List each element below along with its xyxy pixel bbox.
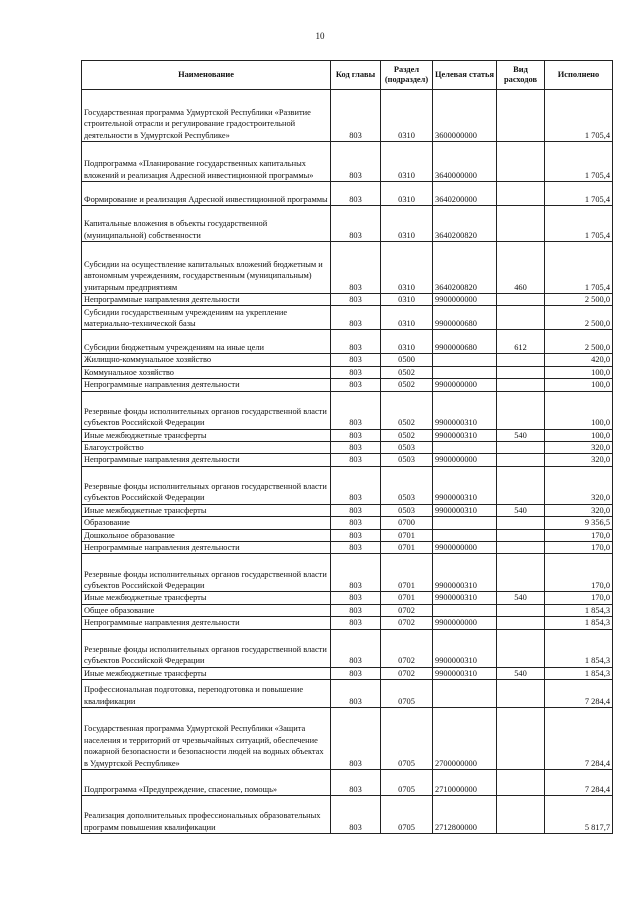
cell-target: 9900000000	[433, 617, 497, 629]
cell-section: 0702	[381, 617, 433, 629]
cell-name: Образование	[82, 517, 331, 529]
cell-amount: 1 705,4	[545, 90, 613, 142]
cell-amount: 320,0	[545, 442, 613, 454]
cell-kind	[497, 142, 545, 182]
cell-kind: 540	[497, 429, 545, 441]
cell-target: 3640000000	[433, 142, 497, 182]
cell-amount: 1 854,3	[545, 629, 613, 667]
cell-kind	[497, 354, 545, 366]
cell-kind: 540	[497, 667, 545, 679]
cell-name: Непрограммные направления деятельности	[82, 542, 331, 554]
cell-kind	[497, 542, 545, 554]
cell-name: Государственная программа Удмуртской Республики «Развитие строительной отрасли и регулирование градостроительной деятельности в Удмуртской Республике»	[82, 90, 331, 142]
table-row	[82, 680, 613, 708]
cell-target: 3600000000	[433, 90, 497, 142]
cell-code: 803	[331, 466, 381, 504]
table-row	[82, 542, 613, 554]
table-row	[82, 629, 613, 667]
table-row	[82, 504, 613, 516]
cell-target	[433, 529, 497, 541]
cell-section: 0310	[381, 142, 433, 182]
cell-amount: 1 705,4	[545, 206, 613, 242]
cell-target: 3640200820	[433, 242, 497, 294]
cell-code: 803	[331, 330, 381, 354]
cell-target: 9900000310	[433, 504, 497, 516]
cell-code: 803	[331, 379, 381, 391]
cell-amount: 320,0	[545, 504, 613, 516]
cell-target	[433, 354, 497, 366]
cell-target: 9900000000	[433, 542, 497, 554]
cell-name: Государственная программа Удмуртской Республики «Защита населения и территорий от чрезвычайных ситуаций, обеспечение пожарной безопасности и безопасности людей на водных объектах в Удмуртской Республике»	[82, 708, 331, 770]
cell-amount: 100,0	[545, 391, 613, 429]
cell-code: 803	[331, 242, 381, 294]
cell-code: 803	[331, 529, 381, 541]
table-row	[82, 182, 613, 206]
cell-kind	[497, 529, 545, 541]
table-row	[82, 554, 613, 592]
table-row	[82, 294, 613, 306]
table-header-row	[82, 61, 613, 90]
cell-code: 803	[331, 142, 381, 182]
cell-kind: 540	[497, 504, 545, 516]
cell-code: 803	[331, 366, 381, 378]
cell-code: 803	[331, 796, 381, 834]
cell-name: Жилищно-коммунальное хозяйство	[82, 354, 331, 366]
cell-code: 803	[331, 617, 381, 629]
cell-name: Подпрограмма «Планирование государственных капитальных вложений и реализация Адресной инвестиционной программы»	[82, 142, 331, 182]
cell-target: 9900000000	[433, 379, 497, 391]
cell-target: 3640200820	[433, 206, 497, 242]
cell-amount: 170,0	[545, 554, 613, 592]
cell-name: Субсидии на осуществление капитальных вложений бюджетным и автономным учреждениям, государственным (муниципальным) унитарным предприятиям	[82, 242, 331, 294]
table-row	[82, 366, 613, 378]
cell-kind: 460	[497, 242, 545, 294]
cell-kind	[497, 391, 545, 429]
cell-kind	[497, 442, 545, 454]
table-row	[82, 667, 613, 679]
cell-name: Резервные фонды исполнительных органов государственной власти субъектов Российской Федерации	[82, 391, 331, 429]
cell-kind	[497, 796, 545, 834]
cell-target	[433, 442, 497, 454]
budget-table	[81, 60, 613, 834]
cell-kind: 540	[497, 592, 545, 604]
cell-kind: 612	[497, 330, 545, 354]
cell-kind	[497, 366, 545, 378]
cell-section: 0701	[381, 529, 433, 541]
cell-code: 803	[331, 429, 381, 441]
cell-code: 803	[331, 504, 381, 516]
cell-section: 0502	[381, 391, 433, 429]
cell-section: 0310	[381, 182, 433, 206]
cell-kind	[497, 629, 545, 667]
cell-section: 0503	[381, 504, 433, 516]
cell-amount: 2 500,0	[545, 306, 613, 330]
cell-kind	[497, 379, 545, 391]
cell-kind	[497, 454, 545, 466]
cell-name: Резервные фонды исполнительных органов государственной власти субъектов Российской Федерации	[82, 554, 331, 592]
cell-target: 2712800000	[433, 796, 497, 834]
cell-name: Дошкольное образование	[82, 529, 331, 541]
cell-name: Непрограммные направления деятельности	[82, 294, 331, 306]
table-row	[82, 306, 613, 330]
cell-code: 803	[331, 604, 381, 616]
cell-kind	[497, 182, 545, 206]
table-row	[82, 770, 613, 796]
cell-target	[433, 366, 497, 378]
cell-target: 3640200000	[433, 182, 497, 206]
cell-code: 803	[331, 554, 381, 592]
table-row	[82, 242, 613, 294]
cell-section: 0701	[381, 592, 433, 604]
cell-section: 0702	[381, 667, 433, 679]
cell-amount: 7 284,4	[545, 770, 613, 796]
cell-kind	[497, 517, 545, 529]
cell-section: 0700	[381, 517, 433, 529]
cell-amount: 420,0	[545, 354, 613, 366]
cell-target	[433, 517, 497, 529]
cell-code: 803	[331, 294, 381, 306]
cell-section: 0702	[381, 629, 433, 667]
cell-kind	[497, 617, 545, 629]
cell-name: Иные межбюджетные трансферты	[82, 429, 331, 441]
cell-section: 0503	[381, 454, 433, 466]
table-row	[82, 379, 613, 391]
cell-target: 9900000310	[433, 391, 497, 429]
cell-amount: 9 356,5	[545, 517, 613, 529]
cell-amount: 1 705,4	[545, 142, 613, 182]
cell-section: 0702	[381, 604, 433, 616]
cell-code: 803	[331, 770, 381, 796]
cell-section: 0310	[381, 90, 433, 142]
cell-amount: 1 854,3	[545, 617, 613, 629]
cell-code: 803	[331, 90, 381, 142]
cell-name: Благоустройство	[82, 442, 331, 454]
cell-target: 9900000310	[433, 667, 497, 679]
cell-target: 9900000310	[433, 466, 497, 504]
cell-amount: 2 500,0	[545, 330, 613, 354]
cell-section: 0500	[381, 354, 433, 366]
cell-amount: 320,0	[545, 454, 613, 466]
cell-section: 0705	[381, 708, 433, 770]
cell-amount: 1 854,3	[545, 604, 613, 616]
table-row	[82, 592, 613, 604]
cell-name: Резервные фонды исполнительных органов государственной власти субъектов Российской Федерации	[82, 466, 331, 504]
cell-name: Коммунальное хозяйство	[82, 366, 331, 378]
cell-section: 0701	[381, 542, 433, 554]
cell-target: 2710000000	[433, 770, 497, 796]
cell-code: 803	[331, 206, 381, 242]
cell-section: 0310	[381, 306, 433, 330]
cell-code: 803	[331, 454, 381, 466]
cell-target	[433, 680, 497, 708]
table-row	[82, 142, 613, 182]
cell-section: 0502	[381, 366, 433, 378]
table-row	[82, 391, 613, 429]
cell-kind	[497, 680, 545, 708]
cell-name: Подпрограмма «Предупреждение, спасение, помощь»	[82, 770, 331, 796]
cell-name: Общее образование	[82, 604, 331, 616]
header-kind: Вид расходов	[497, 61, 545, 90]
cell-section: 0310	[381, 330, 433, 354]
cell-name: Формирование и реализация Адресной инвестиционной программы	[82, 182, 331, 206]
cell-amount: 100,0	[545, 379, 613, 391]
table-row	[82, 796, 613, 834]
cell-amount: 5 817,7	[545, 796, 613, 834]
header-code: Код главы	[331, 61, 381, 90]
cell-target: 9900000680	[433, 306, 497, 330]
cell-kind	[497, 294, 545, 306]
table-row	[82, 708, 613, 770]
cell-target: 9900000680	[433, 330, 497, 354]
cell-kind	[497, 604, 545, 616]
cell-amount: 1 854,3	[545, 667, 613, 679]
header-name: Наименование	[82, 61, 331, 90]
cell-name: Капитальные вложения в объекты государственной (муниципальной) собственности	[82, 206, 331, 242]
header-done: Исполнено	[545, 61, 613, 90]
cell-kind	[497, 206, 545, 242]
cell-kind	[497, 466, 545, 504]
cell-name: Непрограммные направления деятельности	[82, 379, 331, 391]
table-row	[82, 454, 613, 466]
cell-amount: 320,0	[545, 466, 613, 504]
cell-amount: 7 284,4	[545, 680, 613, 708]
cell-kind	[497, 90, 545, 142]
cell-code: 803	[331, 667, 381, 679]
table-row	[82, 517, 613, 529]
cell-kind	[497, 554, 545, 592]
cell-code: 803	[331, 391, 381, 429]
table-row	[82, 466, 613, 504]
cell-amount: 170,0	[545, 542, 613, 554]
cell-section: 0701	[381, 554, 433, 592]
cell-target: 9900000310	[433, 592, 497, 604]
cell-target: 9900000310	[433, 429, 497, 441]
cell-kind	[497, 708, 545, 770]
cell-name: Резервные фонды исполнительных органов государственной власти субъектов Российской Федерации	[82, 629, 331, 667]
cell-amount: 100,0	[545, 429, 613, 441]
cell-section: 0502	[381, 379, 433, 391]
cell-code: 803	[331, 517, 381, 529]
table-row	[82, 442, 613, 454]
header-target: Целевая статья	[433, 61, 497, 90]
cell-name: Иные межбюджетные трансферты	[82, 667, 331, 679]
cell-amount: 170,0	[545, 592, 613, 604]
cell-code: 803	[331, 182, 381, 206]
cell-code: 803	[331, 680, 381, 708]
table-row	[82, 330, 613, 354]
cell-name: Непрограммные направления деятельности	[82, 617, 331, 629]
cell-amount: 170,0	[545, 529, 613, 541]
cell-kind	[497, 770, 545, 796]
cell-code: 803	[331, 542, 381, 554]
cell-code: 803	[331, 592, 381, 604]
table-row	[82, 617, 613, 629]
cell-target: 9900000310	[433, 554, 497, 592]
cell-name: Непрограммные направления деятельности	[82, 454, 331, 466]
cell-section: 0310	[381, 294, 433, 306]
cell-section: 0310	[381, 206, 433, 242]
cell-code: 803	[331, 442, 381, 454]
cell-target: 9900000000	[433, 454, 497, 466]
header-section: Раздел (подраздел)	[381, 61, 433, 90]
table-row	[82, 429, 613, 441]
cell-section: 0503	[381, 466, 433, 504]
cell-name: Реализация дополнительных профессиональных образовательных программ повышения квалификации	[82, 796, 331, 834]
table-row	[82, 354, 613, 366]
cell-name: Иные межбюджетные трансферты	[82, 592, 331, 604]
table-row	[82, 206, 613, 242]
cell-section: 0503	[381, 442, 433, 454]
cell-name: Субсидии государственным учреждениям на укрепление материально-технической базы	[82, 306, 331, 330]
cell-target: 9900000310	[433, 629, 497, 667]
cell-section: 0705	[381, 680, 433, 708]
table-row	[82, 604, 613, 616]
table-row	[82, 529, 613, 541]
cell-name: Иные межбюджетные трансферты	[82, 504, 331, 516]
page-number: 10	[315, 31, 325, 41]
cell-amount: 1 705,4	[545, 242, 613, 294]
cell-section: 0310	[381, 242, 433, 294]
table-body	[82, 90, 613, 834]
cell-section: 0502	[381, 429, 433, 441]
cell-amount: 2 500,0	[545, 294, 613, 306]
cell-target	[433, 604, 497, 616]
table-row	[82, 90, 613, 142]
cell-kind	[497, 306, 545, 330]
cell-target: 9900000000	[433, 294, 497, 306]
cell-amount: 7 284,4	[545, 708, 613, 770]
cell-code: 803	[331, 306, 381, 330]
cell-section: 0705	[381, 770, 433, 796]
cell-section: 0705	[381, 796, 433, 834]
cell-code: 803	[331, 708, 381, 770]
cell-amount: 100,0	[545, 366, 613, 378]
cell-code: 803	[331, 354, 381, 366]
cell-amount: 1 705,4	[545, 182, 613, 206]
cell-target: 2700000000	[433, 708, 497, 770]
cell-code: 803	[331, 629, 381, 667]
cell-name: Профессиональная подготовка, переподготовка и повышение квалификации	[82, 680, 331, 708]
cell-name: Субсидии бюджетным учреждениям на иные цели	[82, 330, 331, 354]
